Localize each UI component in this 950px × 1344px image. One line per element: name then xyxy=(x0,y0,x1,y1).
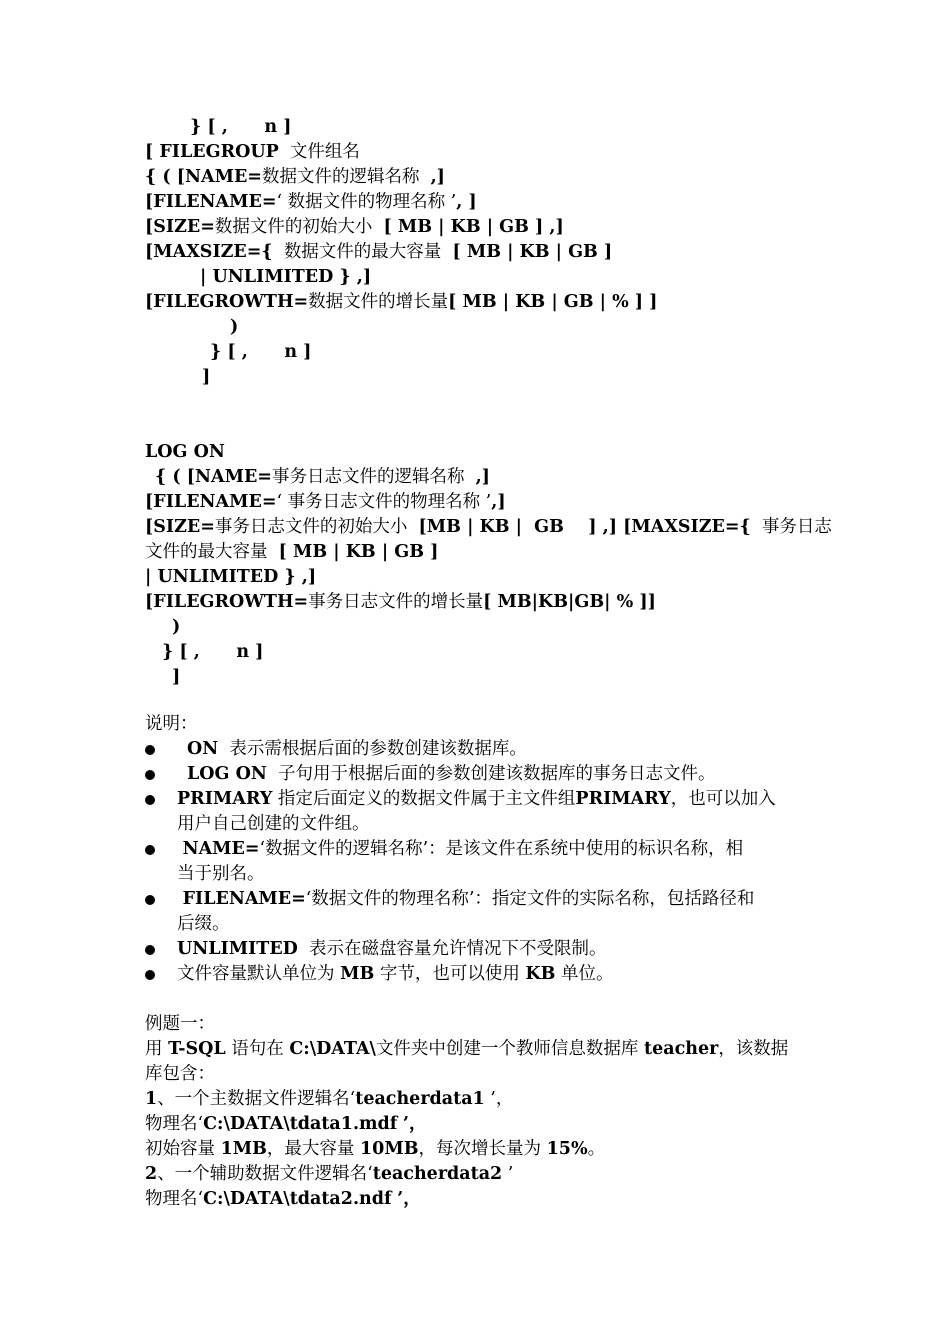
bullet-icon xyxy=(145,970,155,980)
syntax-line: } [ , n ] xyxy=(162,642,264,662)
example-paragraph: 库包含： xyxy=(145,1064,215,1084)
bullet-icon xyxy=(145,945,155,955)
example-item: 物理名‘C:\DATA\tdata2.ndf ’， xyxy=(145,1189,421,1209)
list-item: NAME=‘数据文件的逻辑名称’：是该文件在系统中使用的标识名称，相 当于别名。 xyxy=(145,837,810,887)
list-item: FILENAME=‘数据文件的物理名称’：指定文件的实际名称，包括路径和 后缀。 xyxy=(145,887,810,937)
syntax-line: [FILENAME=‘ 事务日志文件的物理名称 ’,] xyxy=(145,492,506,512)
bullet-icon xyxy=(145,795,155,805)
syntax-line: [FILEGROWTH=数据文件的增长量[ MB | KB | GB | % ] ] xyxy=(145,292,658,312)
example-item: 初始容量 1MB，最大容量 10MB，每次增长量为 15%。 xyxy=(145,1139,606,1159)
example-item: 2、一个辅助数据文件逻辑名‘teacherdata2 ’ xyxy=(145,1164,514,1184)
syntax-line: 文件的最大容量 [ MB | KB | GB ] xyxy=(145,542,439,562)
syntax-line: [SIZE=数据文件的初始大小 [ MB | KB | GB ] ,] xyxy=(145,217,564,237)
bullet-icon xyxy=(145,895,155,905)
syntax-line: ] xyxy=(202,367,211,387)
syntax-line: [FILENAME=‘ 数据文件的物理名称 ’, ] xyxy=(145,192,477,212)
example-heading: 例题一： xyxy=(145,1014,215,1034)
syntax-line: [FILEGROWTH=事务日志文件的增长量[ MB|KB|GB| % ]] xyxy=(145,592,656,612)
syntax-line: ] xyxy=(172,667,181,687)
list-item: 文件容量默认单位为 MB 字节，也可以使用 KB 单位。 xyxy=(145,962,810,987)
list-item: LOG ON 子句用于根据后面的参数创建该数据库的事务日志文件。 xyxy=(145,762,810,787)
bullet-icon xyxy=(145,845,155,855)
syntax-line: { ( [NAME=数据文件的逻辑名称 ,] xyxy=(145,167,445,187)
syntax-line: ) xyxy=(230,317,239,337)
example-item: 物理名‘C:\DATA\tdata1.mdf ’， xyxy=(145,1114,427,1134)
list-item: PRIMARY 指定后面定义的数据文件属于主文件组PRIMARY，也可以加入 用户自己创建的文件组。 xyxy=(145,787,810,837)
syntax-line: } [ , n ] xyxy=(190,117,292,137)
list-item: UNLIMITED 表示在磁盘容量允许情况下不受限制。 xyxy=(145,937,810,962)
bullet-icon xyxy=(145,770,155,780)
syntax-line: | UNLIMITED } ,] xyxy=(200,267,372,287)
syntax-line: ) xyxy=(172,617,181,637)
syntax-line: [SIZE=事务日志文件的初始大小 [MB | KB | GB ] ,] [MAXSIZE={ 事务日志 xyxy=(145,517,832,537)
syntax-line: [MAXSIZE={ 数据文件的最大容量 [ MB | KB | GB ] xyxy=(145,242,613,262)
syntax-line: | UNLIMITED } ,] xyxy=(145,567,317,587)
syntax-line: { ( [NAME=事务日志文件的逻辑名称 ,] xyxy=(155,467,490,487)
notes-heading: 说明： xyxy=(145,714,198,734)
example-item: 1、一个主数据文件逻辑名‘teacherdata1 ’， xyxy=(145,1089,514,1109)
syntax-line: } [ , n ] xyxy=(210,342,312,362)
bullet-icon xyxy=(145,745,155,755)
syntax-line: LOG ON xyxy=(145,442,225,462)
example-paragraph: 用 T-SQL 语句在 C:\DATA\文件夹中创建一个教师信息数据库 teacher，该数据 xyxy=(145,1039,789,1059)
syntax-line: [ FILEGROUP 文件组名 xyxy=(145,142,360,162)
list-item: ON 表示需根据后面的参数创建该数据库。 xyxy=(145,737,810,762)
